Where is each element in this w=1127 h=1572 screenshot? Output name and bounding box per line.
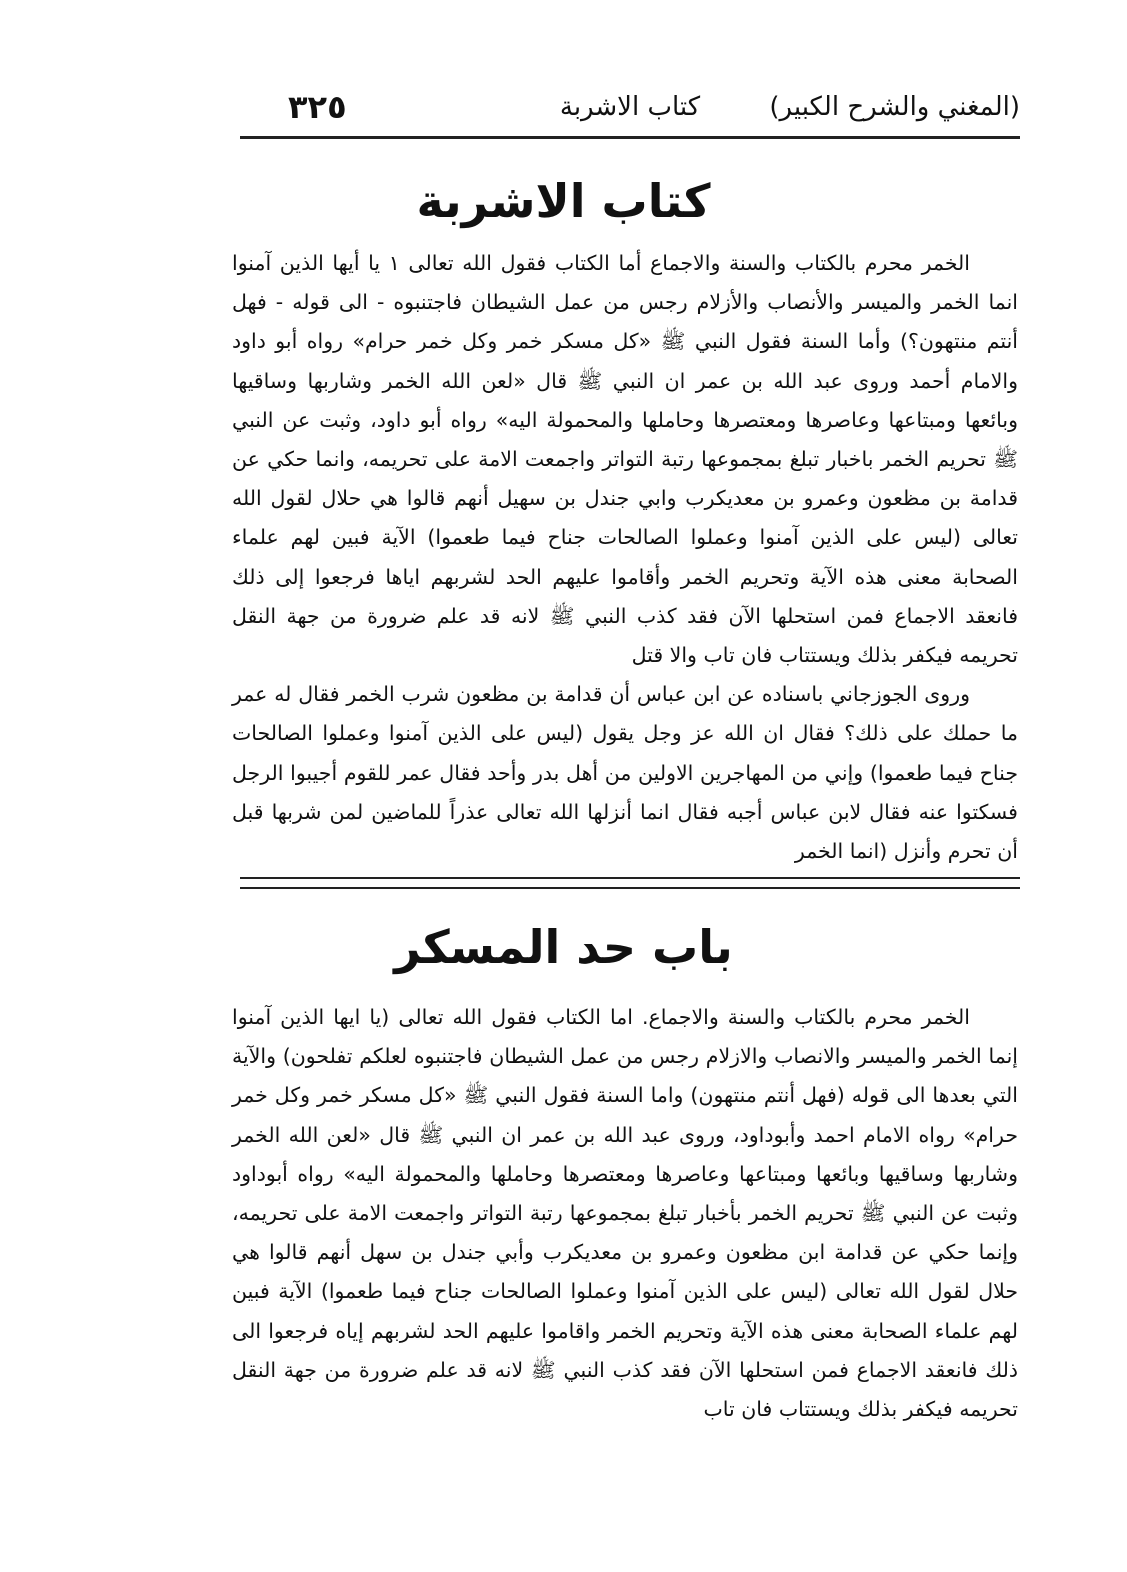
section-body-1 bbox=[232, 244, 1018, 871]
page-header bbox=[240, 88, 1020, 138]
header-rule bbox=[240, 136, 1020, 139]
paragraph: الخمر محرم بالكتاب والسنة والاجماع. اما الكتاب فقول الله تعالى (يا ايها الذين آمنوا إنما الخمر والميسر والانصاب والازلام رجس من عمل الشيطان فاجتنبوه لعلكم تفلحون) والآية التي بعدها الى قوله (فهل أنتم منتهون) واما السنة فقول النبي ﷺ «كل مسكر خمر وكل خمر حرام» رواه الامام احمد وأبوداود، وروى عبد الله بن عمر ان النبي ﷺ قال «لعن الله الخمر وشاربها وساقيها وبائعها ومبتاعها وعاصرها ومعتصرها وحاملها والمحمولة اليه» رواه أبوداود وثبت عن النبي ﷺ تحريم الخمر بأخبار تبلغ بمجموعها رتبة التواتر واجمعت الامة على تحريمه، وإنما حكي عن قدامة ابن مظعون وعمرو بن معديكرب وأبي جندل بن سهل أنهم قالوا هي حلال لقول الله تعالى (ليس على الذين آمنوا وعملوا الصالحات جناح فيما طعموا) الآية فبين لهم علماء الصحابة معنى هذه الآية وتحريم الخمر واقاموا عليهم الحد لشربهم إياه فرجعوا الى ذلك فانعقد الاجماع فمن استحلها الآن فقد كذب النبي ﷺ لانه قد علم ضرورة من جهة النقل تحريمه فيكفر بذلك ويستتاب فان تاب bbox=[232, 1005, 1018, 1422]
section-body-2 bbox=[232, 998, 1018, 1429]
paragraph: الخمر محرم بالكتاب والسنة والاجماع أما الكتاب فقول الله تعالى ١ يا أيها الذين آمنوا انما الخمر والميسر والأنصاب والأزلام رجس من عمل الشيطان فاجتنبوه - الى قوله - فهل أنتم منتهون؟) وأما السنة فقول النبي ﷺ «كل مسكر خمر وكل خمر حرام» رواه أبو داود والامام أحمد وروى عبد الله بن عمر ان النبي ﷺ قال «لعن الله الخمر وشاربها وساقيها وبائعها ومبتاعها وعاصرها ومعتصرها وحاملها والمحمولة اليه» رواه أبو داود، وثبت عن النبي ﷺ تحريم الخمر باخبار تبلغ بمجموعها رتبة التواتر واجمعت الامة على تحريمه، وانما حكي عن قدامة بن مظعون وعمرو بن معديكرب وابي جندل بن سهيل أنهم قالوا هي حلال لقول الله تعالى (ليس على الذين آمنوا وعملوا الصالحات جناح فيما طعموا) الآية فبين لهم علماء الصحابة معنى هذه الآية وتحريم الخمر وأقاموا عليهم الحد لشربهم اياها فرجعوا إلى ذلك فانعقد الاجماع فمن استحلها الآن فقد كذب النبي ﷺ لانه قد علم ضرورة من جهة النقل تحريمه فيكفر بذلك ويستتاب فان تاب والا قتل bbox=[232, 251, 1018, 668]
chapter-title: كتاب الاشربة bbox=[559, 92, 701, 122]
section-divider bbox=[240, 877, 1020, 889]
page-number: ٣٢٥ bbox=[288, 88, 347, 126]
section-title-bab-hadd-al-muskir: باب حد المسكر bbox=[394, 920, 733, 974]
book-title: (المغني والشرح الكبير) bbox=[769, 92, 1020, 122]
section-title-kitab-al-ashriba: كتاب الاشربة bbox=[416, 174, 711, 228]
paragraph: وروى الجوزجاني باسناده عن ابن عباس أن قدامة بن مظعون شرب الخمر فقال له عمر ما حملك على ذلك؟ فقال ان الله عز وجل يقول (ليس على الذين آمنوا وعملوا الصالحات جناح فيما طعموا) وإني من المهاجرين الاولين من أهل بدر وأحد فقال عمر للقوم أجيبوا الرجل فسكتوا عنه فقال لابن عباس أجبه فقال انما أنزلها الله تعالى عذراً للماضين لمن شربها قبل أن تحرم وأنزل (انما الخمر bbox=[232, 682, 1018, 864]
